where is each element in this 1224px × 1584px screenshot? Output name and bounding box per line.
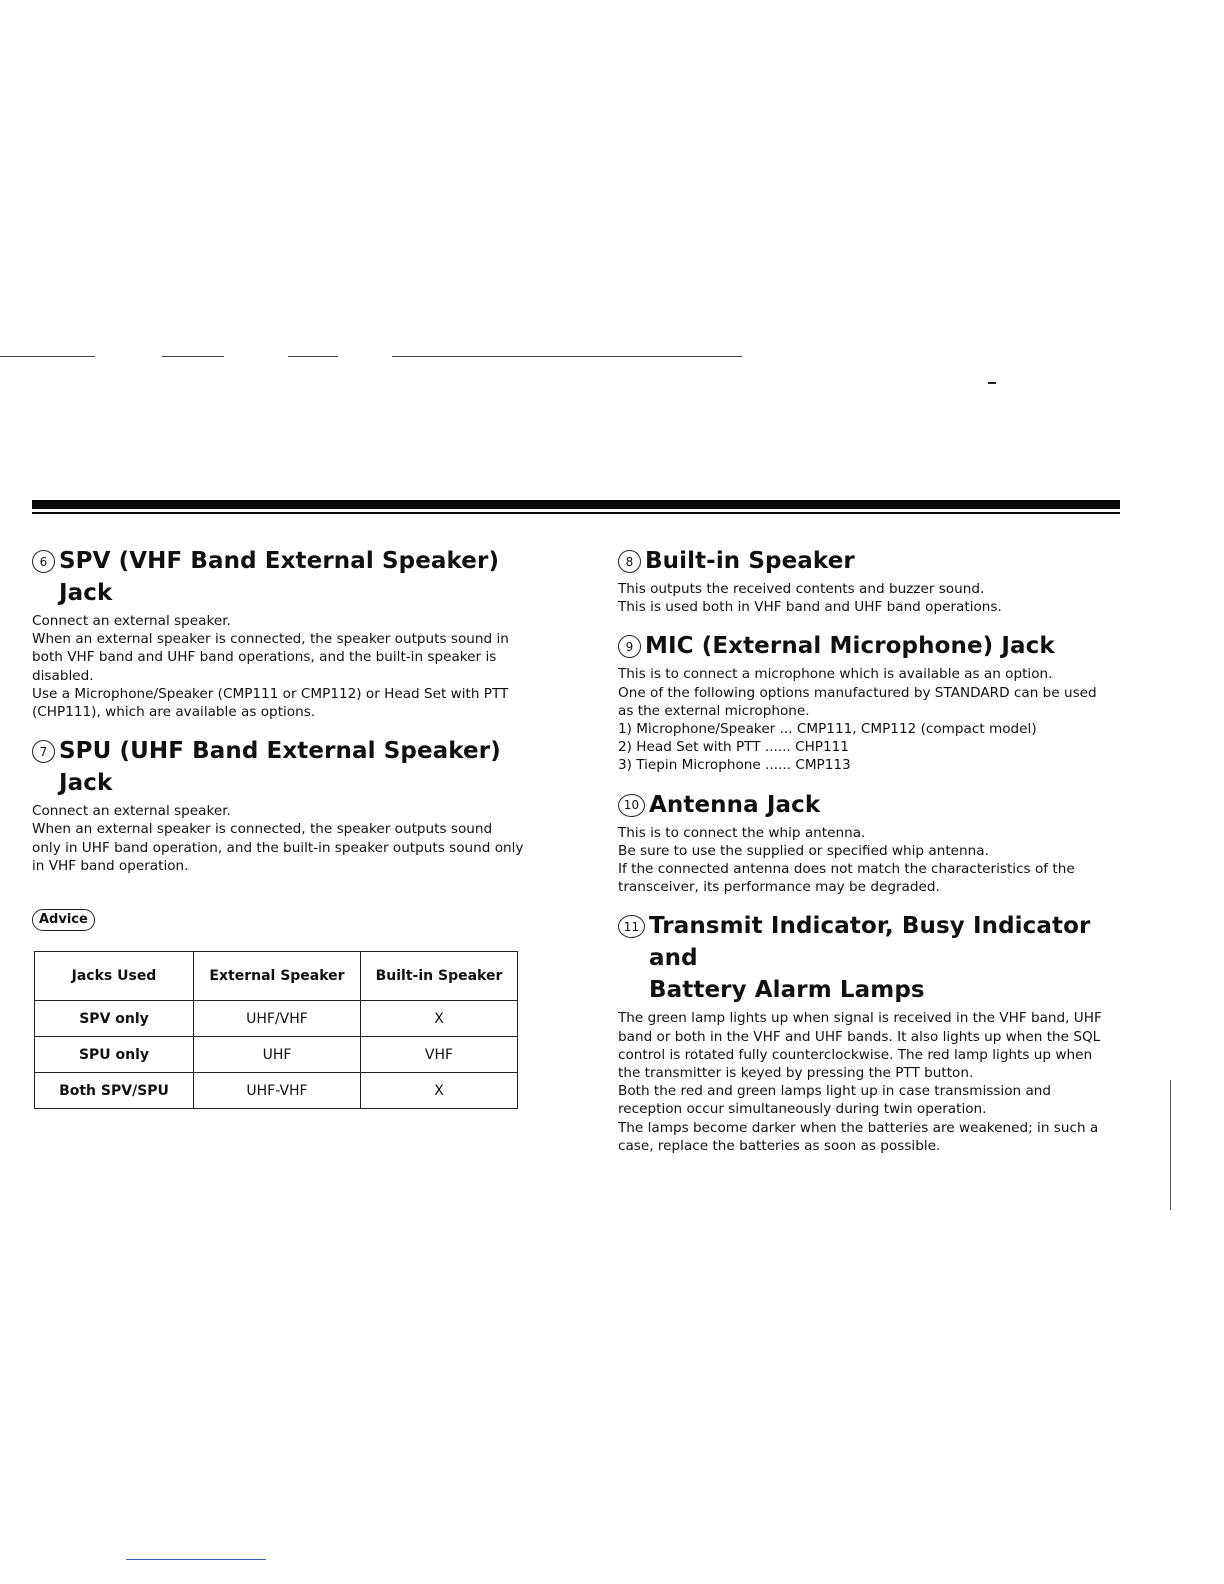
header-rule-thin (32, 512, 1120, 514)
paragraph: Use a Microphone/Speaker (CMP111 or CMP112) or Head Set with PTT (CHP111), which are available as options. (32, 685, 509, 721)
scan-artifact-line (288, 356, 338, 357)
section-title: SPU (UHF Band External Speaker) Jack (59, 738, 501, 797)
section-heading (618, 910, 1114, 1006)
scan-artifact-line (126, 1559, 266, 1560)
paragraph: This is to connect a microphone which is available as an option. (618, 666, 1053, 683)
circled-number: 8 (618, 550, 641, 573)
section-heading (32, 735, 524, 799)
table-header-cell: Built-in Speaker (361, 952, 518, 1001)
section-title: Built-in Speaker (645, 548, 855, 574)
right-column (618, 545, 1114, 1169)
table-row (35, 1037, 518, 1073)
table-header-cell: Jacks Used (35, 952, 194, 1001)
list-item: 3) Tiepin Microphone ...... CMP113 (618, 757, 851, 774)
scan-artifact-line (0, 356, 95, 357)
paragraph: Be sure to use the supplied or specified whip antenna. (618, 842, 989, 859)
section-mic-jack (618, 630, 1114, 774)
scan-artifact-mark (1170, 1080, 1171, 1210)
section-spu-jack (32, 735, 524, 875)
table-cell: X (361, 1073, 518, 1109)
table-header-cell: External Speaker (194, 952, 361, 1001)
advice-badge: Advice (32, 909, 95, 931)
scan-artifact-line (162, 356, 224, 357)
jacks-table (34, 951, 518, 1109)
section-heading (618, 545, 1114, 577)
section-spv-jack (32, 545, 524, 721)
section-title-line: Transmit Indicator, Busy Indicator and (649, 913, 1091, 972)
circled-number: 9 (618, 635, 641, 658)
section-title (649, 910, 1114, 1006)
section-heading (618, 789, 1114, 821)
paragraph: Connect an external speaker. (32, 803, 231, 820)
paragraph: Both the red and green lamps light up in case transmission and reception occur simultaneously during twin operation. (618, 1083, 1052, 1118)
table-cell: VHF (361, 1037, 518, 1073)
paragraph: If the connected antenna does not match the characteristics of the transceiver, its performance may be degraded. (618, 861, 1075, 896)
table-row (35, 1001, 518, 1037)
section-title-line: Battery Alarm Lamps (649, 977, 925, 1004)
paragraph: This is used both in VHF band and UHF band operations. (618, 599, 1002, 616)
table-header-row (35, 952, 518, 1001)
table-row (35, 1073, 518, 1109)
list-item: 2) Head Set with PTT ...... CHP111 (618, 739, 849, 756)
table-cell: Both SPV/SPU (35, 1073, 194, 1109)
circled-number: 11 (618, 915, 645, 938)
table-cell: UHF (194, 1037, 361, 1073)
section-heading (32, 545, 524, 609)
paragraph: When an external speaker is connected, the speaker outputs sound in both VHF band and UHF band operations, and the built-in speaker is disabled. (32, 631, 509, 684)
scan-artifact-line (392, 356, 742, 357)
section-heading (618, 630, 1114, 662)
paragraph: One of the following options manufactured by STANDARD can be used as the external microphone. (618, 684, 1097, 719)
paragraph: Connect an external speaker. (32, 613, 231, 629)
section-indicator-lamps (618, 910, 1114, 1155)
section-title: MIC (External Microphone) Jack (645, 633, 1055, 660)
table-cell: UHF/VHF (194, 1001, 361, 1037)
header-rule-thick (32, 500, 1120, 509)
circled-number: 6 (32, 550, 55, 573)
paragraph: The lamps become darker when the batteries are weakened; in such a case, replace the batteries as soon as possible. (618, 1119, 1099, 1154)
table-cell: UHF-VHF (194, 1073, 361, 1109)
paragraph: The green lamp lights up when signal is received in the VHF band, UHF band or both in the VHF and UHF bands. It also lights up when the SQL control is rotated fully counterclockwise. The red lamp lights up when the transmitter is keyed by pressing the PTT button. (618, 1010, 1102, 1082)
section-built-in-speaker (618, 545, 1114, 616)
circled-number: 7 (32, 740, 55, 763)
paragraph: This outputs the received contents and buzzer sound. (618, 581, 985, 597)
left-column (32, 545, 524, 1109)
table-cell: SPU only (35, 1037, 194, 1073)
section-title: SPV (VHF Band External Speaker) Jack (59, 548, 500, 606)
table-cell: X (361, 1001, 518, 1037)
circled-number: 10 (618, 794, 645, 817)
paragraph: This is to connect the whip antenna. (618, 824, 866, 841)
scan-artifact-mark (988, 382, 996, 384)
section-antenna-jack (618, 789, 1114, 897)
list-item: 1) Microphone/Speaker ... CMP111, CMP112 (compact model) (618, 721, 1037, 738)
section-title: Antenna Jack (649, 791, 821, 818)
table-cell: SPV only (35, 1001, 194, 1037)
paragraph: When an external speaker is connected, the speaker outputs sound only in UHF band operation, and the built-in speaker outputs sound only in VHF band operation. (32, 821, 524, 874)
